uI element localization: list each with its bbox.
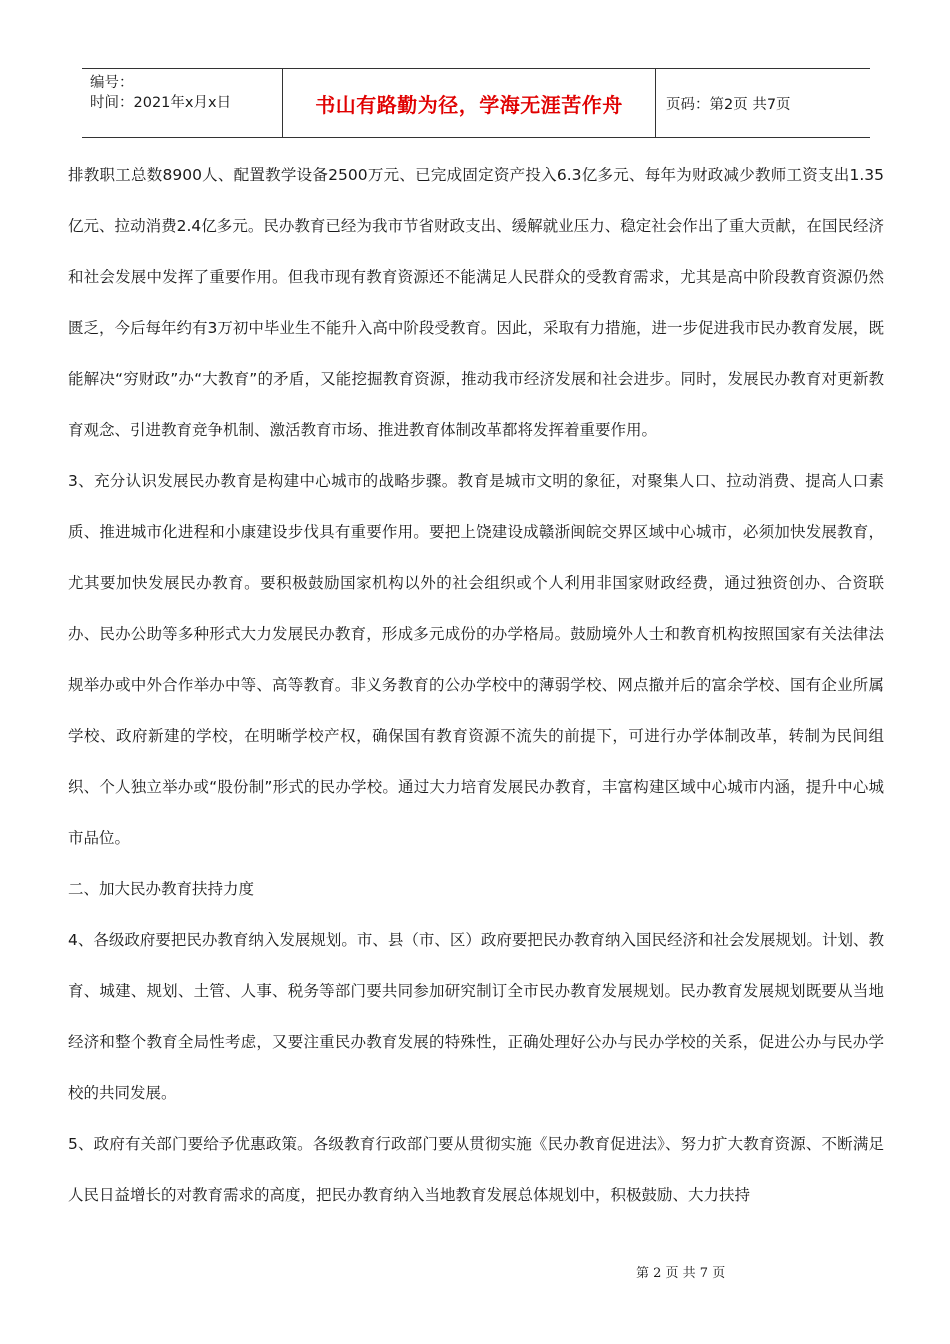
header-page-number: 页码：第2页 共7页 [666,96,791,113]
paragraph: 排教职工总数8900人、配置教学设备2500万元、已完成固定资产投入6.3亿多元、每年为财政减少教师工资支出1.35亿元、拉动消费2.4亿多元。民办教育已经为我市节省财政支出、缓解就业压力、稳定社会作出了重大贡献，在国民经济和社会发展中发挥了重要作用。但我市现有教育资源还不能满足人民群众的受教育需求，尤其是高中阶段教育资源仍然匮乏，今后每年约有3万初中毕业生不能升入高中阶段受教育。因此，采取有力措施，进一步促进我市民办教育发展，既能解决“穷财政”办“大教育”的矛盾，又能挖掘教育资源，推动我市经济发展和社会进步。同时，发展民办教育对更新教育观念、引进教育竞争机制、激活教育市场、推进教育体制改革都将发挥着重要作用。 [68,166,884,439]
header-motto: 书山有路勤为径，学海无涯苦作舟 [282,69,656,137]
footer-page-number: 第 2 页 共 7 页 [636,1266,726,1281]
document-time-label: 时间：2021年x月x日 [90,95,232,111]
page-header [82,68,870,138]
header-info [82,69,282,137]
paragraph: 4、各级政府要把民办教育纳入发展规划。市、县（市、区）政府要把民办教育纳入国民经济和社会发展规划。计划、教育、城建、规划、土管、人事、税务等部门要共同参加研究制订全市民办教育发展规划。民办教育发展规划既要从当地经济和整个教育全局性考虑，又要注重民办教育发展的特殊性，正确处理好公办与民办学校的关系，促进公办与民办学校的共同发展。 [68,931,884,1102]
paragraph: 5、政府有关部门要给予优惠政策。各级教育行政部门要从贯彻实施《民办教育促进法》、努力扩大教育资源、不断满足人民日益增长的对教育需求的高度，把民办教育纳入当地教育发展总体规划中，积极鼓励、大力扶持 [68,1135,884,1204]
paragraph: 3、充分认识发展民办教育是构建中心城市的战略步骤。教育是城市文明的象征，对聚集人口、拉动消费、提高人口素质、推进城市化进程和小康建设步伐具有重要作用。要把上饶建设成赣浙闽皖交界区域中心城市，必须加快发展教育，尤其要加快发展民办教育。要积极鼓励国家机构以外的社会组织或个人利用非国家财政经费，通过独资创办、合资联办、民办公助等多种形式大力发展民办教育，形成多元成份的办学格局。鼓励境外人士和教育机构按照国家有关法律法规举办或中外合作举办中等、高等教育。非义务教育的公办学校中的薄弱学校、网点撤并后的富余学校、国有企业所属学校、政府新建的学校，在明晰学校产权，确保国有教育资源不流失的前提下，可进行办学体制改革，转制为民间组织、个人独立举办或“股份制”形式的民办学校。通过大力培育发展民办教育，丰富构建区域中心城市内涵，提升中心城市品位。 [68,472,884,847]
document-body [68,150,884,1221]
section-heading: 二、加大民办教育扶持力度 [68,880,255,898]
document-number-label: 编号： [90,75,134,91]
